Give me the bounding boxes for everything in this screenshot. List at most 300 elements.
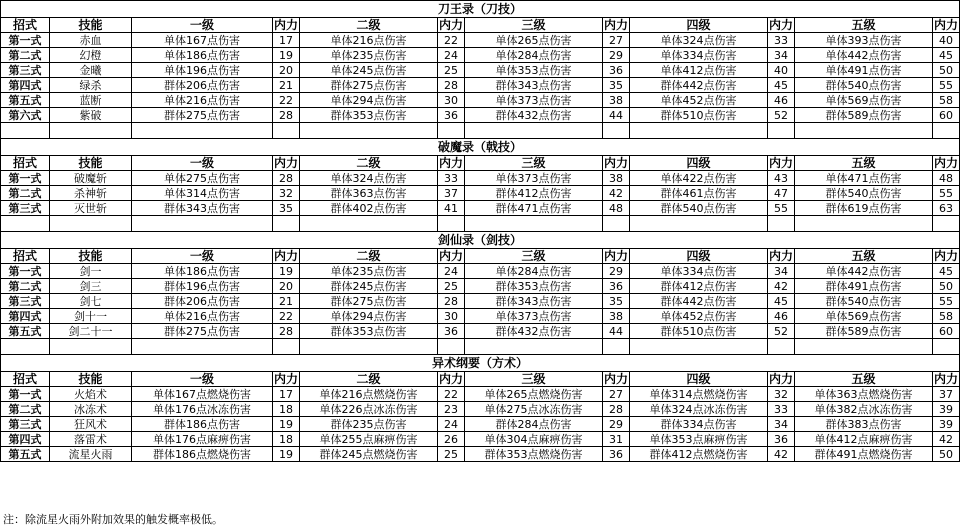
column-header: 二级 (300, 249, 438, 264)
move-name-cell: 第一式 (1, 33, 50, 48)
effect-cell: 群体275点伤害 (300, 78, 438, 93)
column-header: 二级 (300, 18, 438, 33)
move-name-cell: 第三式 (1, 63, 50, 78)
mp-cell: 28 (273, 108, 300, 123)
effect-cell: 单体373点伤害 (465, 93, 603, 108)
column-header: 二级 (300, 156, 438, 171)
spacer-cell (273, 123, 300, 139)
spacer-cell (438, 216, 465, 232)
column-header: 内力 (603, 155, 628, 170)
column-header: 内力 (438, 17, 463, 32)
column-header: 内力 (934, 17, 959, 32)
table-row (1, 387, 960, 402)
effect-cell: 单体216点燃烧伤害 (300, 387, 438, 402)
mp-cell: 39 (933, 417, 960, 432)
column-header: 内力 (438, 371, 463, 386)
mp-cell: 30 (438, 309, 465, 324)
mp-cell: 55 (933, 78, 960, 93)
column-header: 五级 (795, 18, 933, 33)
effect-cell: 单体324点伤害 (630, 33, 768, 48)
spacer-cell (933, 123, 960, 139)
effect-cell: 群体206点伤害 (132, 294, 273, 309)
column-header: 技能 (50, 372, 132, 387)
spacer-cell (465, 216, 603, 232)
table-row (1, 294, 960, 309)
table-row (1, 33, 960, 48)
skill-name-cell: 破魔斩 (50, 171, 132, 186)
move-name-cell: 第二式 (1, 186, 50, 201)
header-row (1, 372, 960, 387)
section-title-row (1, 139, 960, 156)
effect-cell: 单体393点伤害 (795, 33, 933, 48)
mp-cell: 28 (438, 294, 465, 309)
mp-cell: 33 (438, 171, 465, 186)
effect-cell: 群体471点伤害 (465, 201, 603, 216)
mp-cell: 22 (273, 309, 300, 324)
skill-name-cell: 流星火雨 (50, 447, 132, 462)
mp-cell: 44 (603, 324, 630, 339)
move-name-cell: 第二式 (1, 48, 50, 63)
effect-cell: 群体284点伤害 (465, 417, 603, 432)
effect-cell: 单体452点伤害 (630, 93, 768, 108)
column-header: 内力 (768, 155, 793, 170)
effect-cell: 单体265点燃烧伤害 (465, 387, 603, 402)
mp-cell: 38 (603, 309, 630, 324)
effect-cell: 群体589点伤害 (795, 324, 933, 339)
spacer-cell (795, 216, 933, 232)
column-header: 五级 (795, 249, 933, 264)
move-name-cell: 第四式 (1, 78, 50, 93)
move-name-cell: 第五式 (1, 93, 50, 108)
effect-cell: 群体619点伤害 (795, 201, 933, 216)
mp-cell: 58 (933, 309, 960, 324)
spacer-cell (1, 123, 50, 139)
effect-cell: 单体235点伤害 (300, 48, 438, 63)
mp-cell: 18 (273, 432, 300, 447)
effect-cell: 群体412点伤害 (465, 186, 603, 201)
column-header: 内力 (603, 371, 628, 386)
effect-cell: 群体334点伤害 (630, 417, 768, 432)
mp-cell: 23 (438, 402, 465, 417)
column-header: 招式 (1, 249, 50, 264)
mp-cell: 34 (768, 264, 795, 279)
effect-cell: 群体442点伤害 (630, 78, 768, 93)
mp-cell: 37 (438, 186, 465, 201)
effect-cell: 群体412点燃烧伤害 (630, 447, 768, 462)
table-row (1, 63, 960, 78)
spacer-cell (768, 123, 795, 139)
effect-cell: 单体324点冰冻伤害 (630, 402, 768, 417)
column-header: 四级 (630, 18, 768, 33)
effect-cell: 单体491点伤害 (795, 63, 933, 78)
skill-name-cell: 绿杀 (50, 78, 132, 93)
mp-cell: 19 (273, 264, 300, 279)
mp-cell: 34 (768, 48, 795, 63)
column-header: 内力 (438, 248, 463, 263)
effect-cell: 群体540点伤害 (795, 294, 933, 309)
column-header: 五级 (795, 372, 933, 387)
mp-cell: 26 (438, 432, 465, 447)
mp-cell: 42 (933, 432, 960, 447)
mp-cell: 36 (603, 63, 630, 78)
effect-cell: 群体589点伤害 (795, 108, 933, 123)
spacer-cell (300, 123, 438, 139)
skill-name-cell: 赤血 (50, 33, 132, 48)
move-name-cell: 第一式 (1, 387, 50, 402)
effect-cell: 群体206点伤害 (132, 78, 273, 93)
column-header: 技能 (50, 18, 132, 33)
move-name-cell: 第四式 (1, 432, 50, 447)
table-row (1, 402, 960, 417)
table-row (1, 279, 960, 294)
column-header: 内力 (603, 17, 628, 32)
effect-cell: 单体176点麻痹伤害 (132, 432, 273, 447)
section-title: 破魔录（戟技） (1, 139, 960, 156)
mp-cell: 28 (273, 324, 300, 339)
spacer-cell (630, 216, 768, 232)
mp-cell: 33 (768, 33, 795, 48)
spacer-cell (768, 339, 795, 355)
mp-cell: 52 (768, 324, 795, 339)
mp-cell: 36 (603, 279, 630, 294)
mp-cell: 38 (603, 171, 630, 186)
footnote: 注：除流星火雨外附加效果的触发概率极低。 (3, 513, 223, 526)
effect-cell: 单体176点冰冻伤害 (132, 402, 273, 417)
skill-name-cell: 剑七 (50, 294, 132, 309)
mp-cell: 31 (603, 432, 630, 447)
spacer-cell (768, 216, 795, 232)
effect-cell: 群体275点伤害 (300, 294, 438, 309)
column-header: 内力 (273, 371, 298, 386)
mp-cell: 29 (603, 48, 630, 63)
spacer-cell (933, 216, 960, 232)
spacer-cell (132, 339, 273, 355)
effect-cell: 群体186点伤害 (132, 417, 273, 432)
column-header: 一级 (132, 372, 273, 387)
effect-cell: 单体382点冰冻伤害 (795, 402, 933, 417)
effect-cell: 单体412点麻痹伤害 (795, 432, 933, 447)
spacer-cell (50, 123, 132, 139)
effect-cell: 单体284点伤害 (465, 264, 603, 279)
mp-cell: 25 (438, 447, 465, 462)
spacer-cell (300, 216, 438, 232)
mp-cell: 27 (603, 33, 630, 48)
effect-cell: 单体314点燃烧伤害 (630, 387, 768, 402)
effect-cell: 单体294点伤害 (300, 93, 438, 108)
effect-cell: 单体452点伤害 (630, 309, 768, 324)
column-header: 技能 (50, 156, 132, 171)
section-title-row (1, 1, 960, 18)
move-name-cell: 第一式 (1, 264, 50, 279)
mp-cell: 25 (438, 279, 465, 294)
effect-cell: 群体275点伤害 (132, 108, 273, 123)
mp-cell: 28 (273, 171, 300, 186)
column-header: 内力 (934, 371, 959, 386)
skill-name-cell: 剑三 (50, 279, 132, 294)
column-header: 内力 (273, 155, 298, 170)
effect-cell: 群体412点伤害 (630, 279, 768, 294)
mp-cell: 42 (768, 279, 795, 294)
mp-cell: 17 (273, 387, 300, 402)
move-name-cell: 第三式 (1, 417, 50, 432)
effect-cell: 单体196点伤害 (132, 63, 273, 78)
effect-cell: 群体196点伤害 (132, 279, 273, 294)
section-spacer (1, 123, 960, 139)
table-row (1, 201, 960, 216)
effect-cell: 单体314点伤害 (132, 186, 273, 201)
mp-cell: 19 (273, 48, 300, 63)
mp-cell: 60 (933, 324, 960, 339)
table-row (1, 432, 960, 447)
mp-cell: 19 (273, 417, 300, 432)
effect-cell: 单体334点伤害 (630, 264, 768, 279)
effect-cell: 群体442点伤害 (630, 294, 768, 309)
effect-cell: 单体294点伤害 (300, 309, 438, 324)
mp-cell: 25 (438, 63, 465, 78)
effect-cell: 单体334点伤害 (630, 48, 768, 63)
mp-cell: 45 (768, 78, 795, 93)
mp-cell: 30 (438, 93, 465, 108)
mp-cell: 35 (603, 294, 630, 309)
column-header: 内力 (438, 155, 463, 170)
effect-cell: 单体569点伤害 (795, 93, 933, 108)
spacer-cell (132, 216, 273, 232)
effect-cell: 单体216点伤害 (132, 309, 273, 324)
move-name-cell: 第五式 (1, 324, 50, 339)
mp-cell: 39 (933, 402, 960, 417)
effect-cell: 单体265点伤害 (465, 33, 603, 48)
effect-cell: 群体363点伤害 (300, 186, 438, 201)
move-name-cell: 第三式 (1, 201, 50, 216)
table-row (1, 417, 960, 432)
mp-cell: 50 (933, 63, 960, 78)
table-row (1, 324, 960, 339)
effect-cell: 群体432点伤害 (465, 108, 603, 123)
spacer-cell (273, 216, 300, 232)
effect-cell: 单体412点伤害 (630, 63, 768, 78)
move-name-cell: 第二式 (1, 279, 50, 294)
mp-cell: 36 (603, 447, 630, 462)
column-header: 内力 (273, 248, 298, 263)
column-header: 四级 (630, 156, 768, 171)
effect-cell: 群体343点伤害 (465, 78, 603, 93)
mp-cell: 19 (273, 447, 300, 462)
effect-cell: 群体510点伤害 (630, 108, 768, 123)
skill-name-cell: 火焰术 (50, 387, 132, 402)
effect-cell: 单体255点麻痹伤害 (300, 432, 438, 447)
mp-cell: 27 (603, 387, 630, 402)
effect-cell: 单体275点伤害 (132, 171, 273, 186)
skill-name-cell: 冰冻术 (50, 402, 132, 417)
effect-cell: 群体540点伤害 (630, 201, 768, 216)
effect-cell: 群体235点伤害 (300, 417, 438, 432)
table-row (1, 48, 960, 63)
mp-cell: 48 (933, 171, 960, 186)
mp-cell: 50 (933, 447, 960, 462)
column-header: 二级 (300, 372, 438, 387)
mp-cell: 36 (438, 108, 465, 123)
effect-cell: 单体353点麻痹伤害 (630, 432, 768, 447)
skill-name-cell: 紫破 (50, 108, 132, 123)
column-header: 三级 (465, 249, 603, 264)
column-header: 内力 (273, 17, 298, 32)
mp-cell: 44 (603, 108, 630, 123)
skill-name-cell: 幻橙 (50, 48, 132, 63)
column-header: 五级 (795, 156, 933, 171)
effect-cell: 群体353点伤害 (300, 108, 438, 123)
spacer-cell (1, 216, 50, 232)
effect-cell: 单体235点伤害 (300, 264, 438, 279)
mp-cell: 24 (438, 48, 465, 63)
mp-cell: 38 (603, 93, 630, 108)
column-header: 一级 (132, 18, 273, 33)
mp-cell: 47 (768, 186, 795, 201)
column-header: 内力 (768, 371, 793, 386)
spacer-cell (300, 339, 438, 355)
mp-cell: 45 (768, 294, 795, 309)
column-header: 四级 (630, 249, 768, 264)
column-header: 三级 (465, 372, 603, 387)
mp-cell: 36 (768, 432, 795, 447)
mp-cell: 35 (603, 78, 630, 93)
column-header: 招式 (1, 156, 50, 171)
mp-cell: 24 (438, 264, 465, 279)
effect-cell: 群体353点燃烧伤害 (465, 447, 603, 462)
column-header: 三级 (465, 18, 603, 33)
column-header: 内力 (603, 248, 628, 263)
effect-cell: 群体275点伤害 (132, 324, 273, 339)
mp-cell: 18 (273, 402, 300, 417)
mp-cell: 55 (933, 186, 960, 201)
effect-cell: 单体363点燃烧伤害 (795, 387, 933, 402)
table-row (1, 309, 960, 324)
mp-cell: 40 (933, 33, 960, 48)
column-header: 一级 (132, 249, 273, 264)
mp-cell: 55 (933, 294, 960, 309)
mp-cell: 22 (273, 93, 300, 108)
skill-name-cell: 落雷术 (50, 432, 132, 447)
effect-cell: 单体373点伤害 (465, 309, 603, 324)
effect-cell: 单体226点冰冻伤害 (300, 402, 438, 417)
column-header: 三级 (465, 156, 603, 171)
effect-cell: 单体442点伤害 (795, 48, 933, 63)
header-row (1, 18, 960, 33)
section-title: 剑仙录（剑技） (1, 232, 960, 249)
skill-name-cell: 金曦 (50, 63, 132, 78)
table-row (1, 447, 960, 462)
effect-cell: 群体491点伤害 (795, 279, 933, 294)
effect-cell: 群体461点伤害 (630, 186, 768, 201)
mp-cell: 37 (933, 387, 960, 402)
effect-cell: 群体383点伤害 (795, 417, 933, 432)
mp-cell: 55 (768, 201, 795, 216)
column-header: 内力 (768, 248, 793, 263)
mp-cell: 52 (768, 108, 795, 123)
mp-cell: 36 (438, 324, 465, 339)
mp-cell: 60 (933, 108, 960, 123)
effect-cell: 单体442点伤害 (795, 264, 933, 279)
effect-cell: 群体402点伤害 (300, 201, 438, 216)
section-title: 刀王录（刀技） (1, 1, 960, 18)
effect-cell: 群体353点伤害 (465, 279, 603, 294)
effect-cell: 单体275点冰冻伤害 (465, 402, 603, 417)
effect-cell: 群体353点伤害 (300, 324, 438, 339)
mp-cell: 33 (768, 402, 795, 417)
table-row (1, 186, 960, 201)
effect-cell: 群体510点伤害 (630, 324, 768, 339)
column-header: 内力 (768, 17, 793, 32)
column-header: 四级 (630, 372, 768, 387)
mp-cell: 42 (603, 186, 630, 201)
column-header: 招式 (1, 18, 50, 33)
mp-cell: 42 (768, 447, 795, 462)
effect-cell: 单体167点伤害 (132, 33, 273, 48)
mp-cell: 29 (603, 417, 630, 432)
effect-cell: 单体216点伤害 (132, 93, 273, 108)
effect-cell: 单体373点伤害 (465, 171, 603, 186)
effect-cell: 单体186点伤害 (132, 48, 273, 63)
skill-name-cell: 杀神斩 (50, 186, 132, 201)
mp-cell: 63 (933, 201, 960, 216)
skill-name-cell: 蓝断 (50, 93, 132, 108)
effect-cell: 单体569点伤害 (795, 309, 933, 324)
mp-cell: 45 (933, 48, 960, 63)
effect-cell: 单体216点伤害 (300, 33, 438, 48)
skill-name-cell: 灭世斩 (50, 201, 132, 216)
effect-cell: 群体491点燃烧伤害 (795, 447, 933, 462)
spacer-cell (630, 339, 768, 355)
mp-cell: 48 (603, 201, 630, 216)
mp-cell: 17 (273, 33, 300, 48)
mp-cell: 29 (603, 264, 630, 279)
effect-cell: 单体353点伤害 (465, 63, 603, 78)
effect-cell: 群体540点伤害 (795, 186, 933, 201)
spacer-cell (1, 339, 50, 355)
effect-cell: 单体471点伤害 (795, 171, 933, 186)
move-name-cell: 第五式 (1, 447, 50, 462)
table-row (1, 171, 960, 186)
spacer-cell (438, 123, 465, 139)
spacer-cell (630, 123, 768, 139)
mp-cell: 45 (933, 264, 960, 279)
mp-cell: 32 (768, 387, 795, 402)
mp-cell: 40 (768, 63, 795, 78)
table-row (1, 93, 960, 108)
effect-cell: 群体186点燃烧伤害 (132, 447, 273, 462)
move-name-cell: 第二式 (1, 402, 50, 417)
spacer-cell (603, 123, 630, 139)
effect-cell: 单体186点伤害 (132, 264, 273, 279)
move-name-cell: 第三式 (1, 294, 50, 309)
section-spacer (1, 216, 960, 232)
skill-name-cell: 狂风术 (50, 417, 132, 432)
mp-cell: 22 (438, 33, 465, 48)
header-row (1, 249, 960, 264)
mp-cell: 50 (933, 279, 960, 294)
mp-cell: 24 (438, 417, 465, 432)
effect-cell: 群体245点伤害 (300, 279, 438, 294)
effect-cell: 群体343点伤害 (132, 201, 273, 216)
skill-name-cell: 剑二十一 (50, 324, 132, 339)
effect-cell: 单体284点伤害 (465, 48, 603, 63)
table-row (1, 78, 960, 93)
move-name-cell: 第四式 (1, 309, 50, 324)
section-title-row (1, 232, 960, 249)
mp-cell: 20 (273, 279, 300, 294)
column-header: 一级 (132, 156, 273, 171)
effect-cell: 单体304点麻痹伤害 (465, 432, 603, 447)
skill-name-cell: 剑一 (50, 264, 132, 279)
